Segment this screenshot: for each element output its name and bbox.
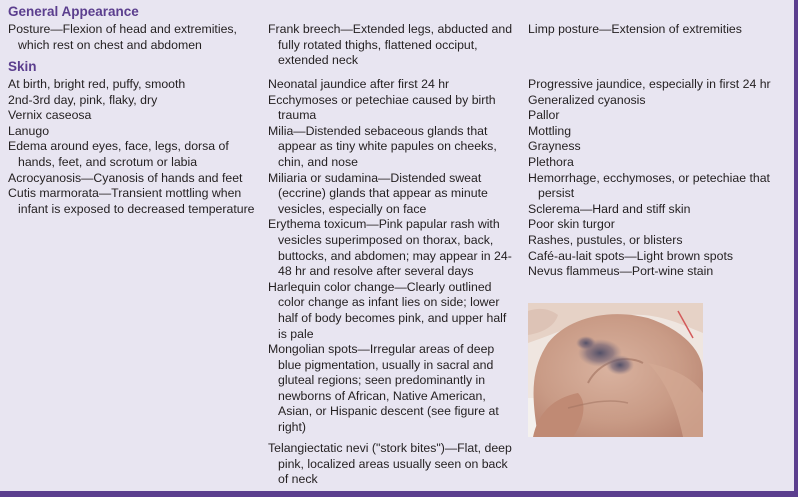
- mongolian-spots-photo: [528, 303, 703, 437]
- list-item: Poor skin turgor: [528, 217, 615, 232]
- section-heading-general: General Appearance: [8, 4, 139, 19]
- list-item: Frank breech—Extended legs, abducted and fully rotated thighs, flattened occiput, extended neck: [268, 22, 513, 68]
- list-item: Café-au-lait spots—Light brown spots: [528, 248, 734, 263]
- general-col1: [8, 22, 258, 53]
- skin-col1: [8, 77, 258, 217]
- list-item: Pallor: [528, 108, 560, 123]
- list-item: Acrocyanosis—Cyanosis of hands and feet: [8, 170, 243, 185]
- list-item: 2nd-3rd day, pink, flaky, dry: [8, 92, 158, 107]
- list-item: Harlequin color change—Clearly outlined color change as infant lies on side; lower half of body becomes pink, and upper half is pale: [268, 279, 507, 341]
- list-item: Lanugo: [8, 123, 50, 138]
- list-item: At birth, bright red, puffy, smooth: [8, 77, 186, 91]
- skin-col2-bottom: [268, 441, 516, 488]
- section-heading-skin: Skin: [8, 59, 37, 74]
- list-item: Rashes, pustules, or blisters: [528, 232, 683, 247]
- list-item: Posture—Flexion of head and extremities, which rest on chest and abdomen: [8, 22, 237, 52]
- list-item: Nevus flammeus—Port-wine stain: [528, 264, 714, 279]
- list-item: Erythema toxicum—Pink papular rash with vesicles superimposed on thorax, back, buttocks, and abdomen; may appear in 24-48 hr and resolve after several days: [268, 217, 512, 279]
- skin-col2: [268, 77, 516, 436]
- list-item: Ecchymoses or petechiae caused by birth trauma: [268, 92, 496, 123]
- list-item: Hemorrhage, ecchymoses, or petechiae that persist: [528, 170, 770, 201]
- list-item: Telangiectatic nevi ("stork bites")—Flat, deep pink, localized areas usually seen on back of neck: [268, 441, 512, 487]
- list-item: Progressive jaundice, especially in first 24 hr: [528, 77, 771, 91]
- list-item: Mongolian spots—Irregular areas of deep blue pigmentation, usually in sacral and gluteal regions; seen predominantly in newborns of African, Native American, Asian, or Hispanic descent (see figure at right): [268, 342, 499, 435]
- list-item: Grayness: [528, 139, 581, 154]
- general-col3: [528, 22, 790, 38]
- list-item: Miliaria or sudamina—Distended sweat (eccrine) glands that appear as minute vesicles, especially on face: [268, 170, 488, 216]
- list-item: Limp posture—Extension of extremities: [528, 22, 742, 36]
- list-item: Milia—Distended sebaceous glands that appear as tiny white papules on cheeks, chin, and nose: [268, 123, 497, 169]
- skin-col3: [528, 77, 790, 280]
- list-item: Neonatal jaundice after first 24 hr: [268, 77, 450, 91]
- list-item: Mottling: [528, 123, 572, 138]
- list-item: Cutis marmorata—Transient mottling when infant is exposed to decreased temperature: [8, 186, 255, 216]
- list-item: Sclerema—Hard and stiff skin: [528, 201, 691, 216]
- list-item: Plethora: [528, 154, 574, 169]
- list-item: Vernix caseosa: [8, 108, 92, 123]
- general-col2: [268, 22, 516, 69]
- list-item: Generalized cyanosis: [528, 92, 646, 107]
- list-item: Edema around eyes, face, legs, dorsa of hands, feet, and scrotum or labia: [8, 139, 229, 169]
